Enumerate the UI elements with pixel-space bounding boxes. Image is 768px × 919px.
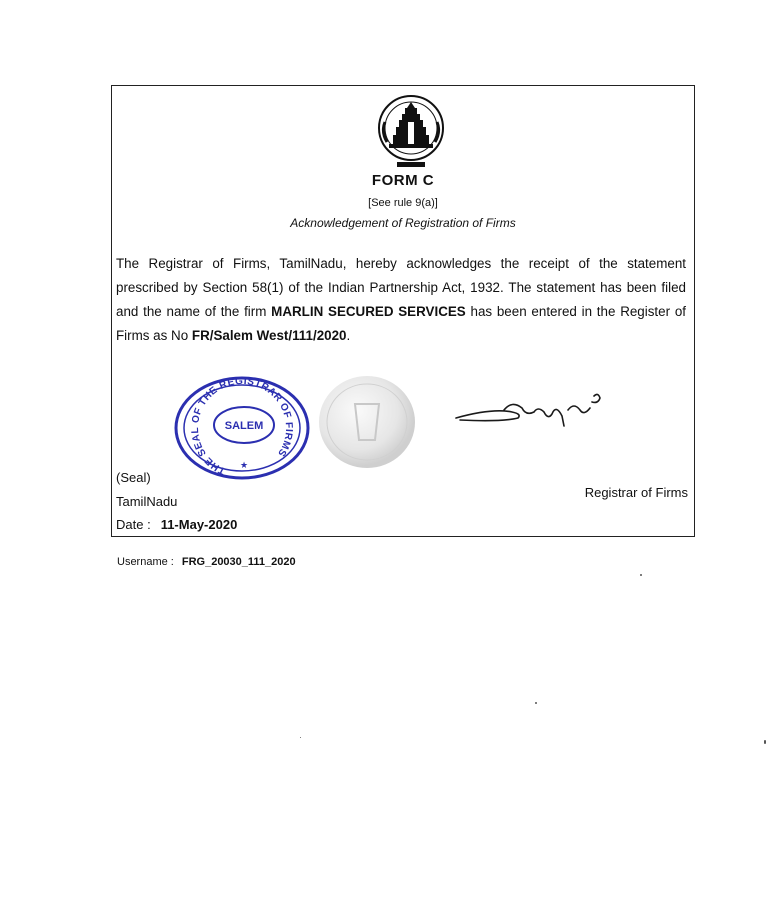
- scan-speck: [640, 574, 642, 576]
- form-subtitle: Acknowledgement of Registration of Firms: [290, 216, 516, 230]
- form-c-certificate: [111, 85, 695, 537]
- registrar-signature: [452, 386, 612, 436]
- body-text-part2: has been entered in the Register of Firms as No: [116, 304, 686, 343]
- tamil-nadu-emblem-icon: [375, 92, 447, 170]
- form-title: FORM C: [371, 172, 435, 189]
- username-value: FRG_20030_111_2020: [181, 556, 296, 568]
- rule-reference: [See rule 9(a)]: [368, 197, 438, 209]
- body-text-end: .: [346, 328, 351, 343]
- date-label: Date :: [116, 517, 151, 532]
- registration-number: FR/Salem West/111/2020: [191, 328, 347, 343]
- embossed-hologram-icon: [317, 374, 417, 470]
- acknowledgement-body: [116, 252, 686, 348]
- scan-speck: [535, 702, 537, 704]
- state-label: TamilNadu: [116, 494, 178, 509]
- issue-date: [116, 517, 237, 532]
- registrar-label: Registrar of Firms: [584, 485, 688, 500]
- scan-speck: [300, 737, 301, 738]
- scan-speck: [764, 740, 766, 744]
- username-label: Username :: [117, 556, 174, 568]
- seal-label: (Seal): [116, 470, 151, 485]
- body-text-part1: The Registrar of Firms, TamilNadu, hereby acknowledges the receipt of the statement prescribed by Section 58(1) of the Indian Partnership Act, 1932. The statement has been filed and the name of the firm: [116, 256, 686, 319]
- firm-name: MARLIN SECURED SERVICES: [271, 304, 466, 319]
- registrar-seal-stamp: [172, 376, 312, 486]
- date-value: 11-May-2020: [160, 517, 238, 532]
- seal-center-text: SALEM: [224, 420, 264, 432]
- username-line: [117, 556, 296, 568]
- svg-text:★: ★: [239, 461, 249, 471]
- seal-ring-text: THE SEAL OF THE REGISTRAR OF FIRMS: [189, 376, 295, 477]
